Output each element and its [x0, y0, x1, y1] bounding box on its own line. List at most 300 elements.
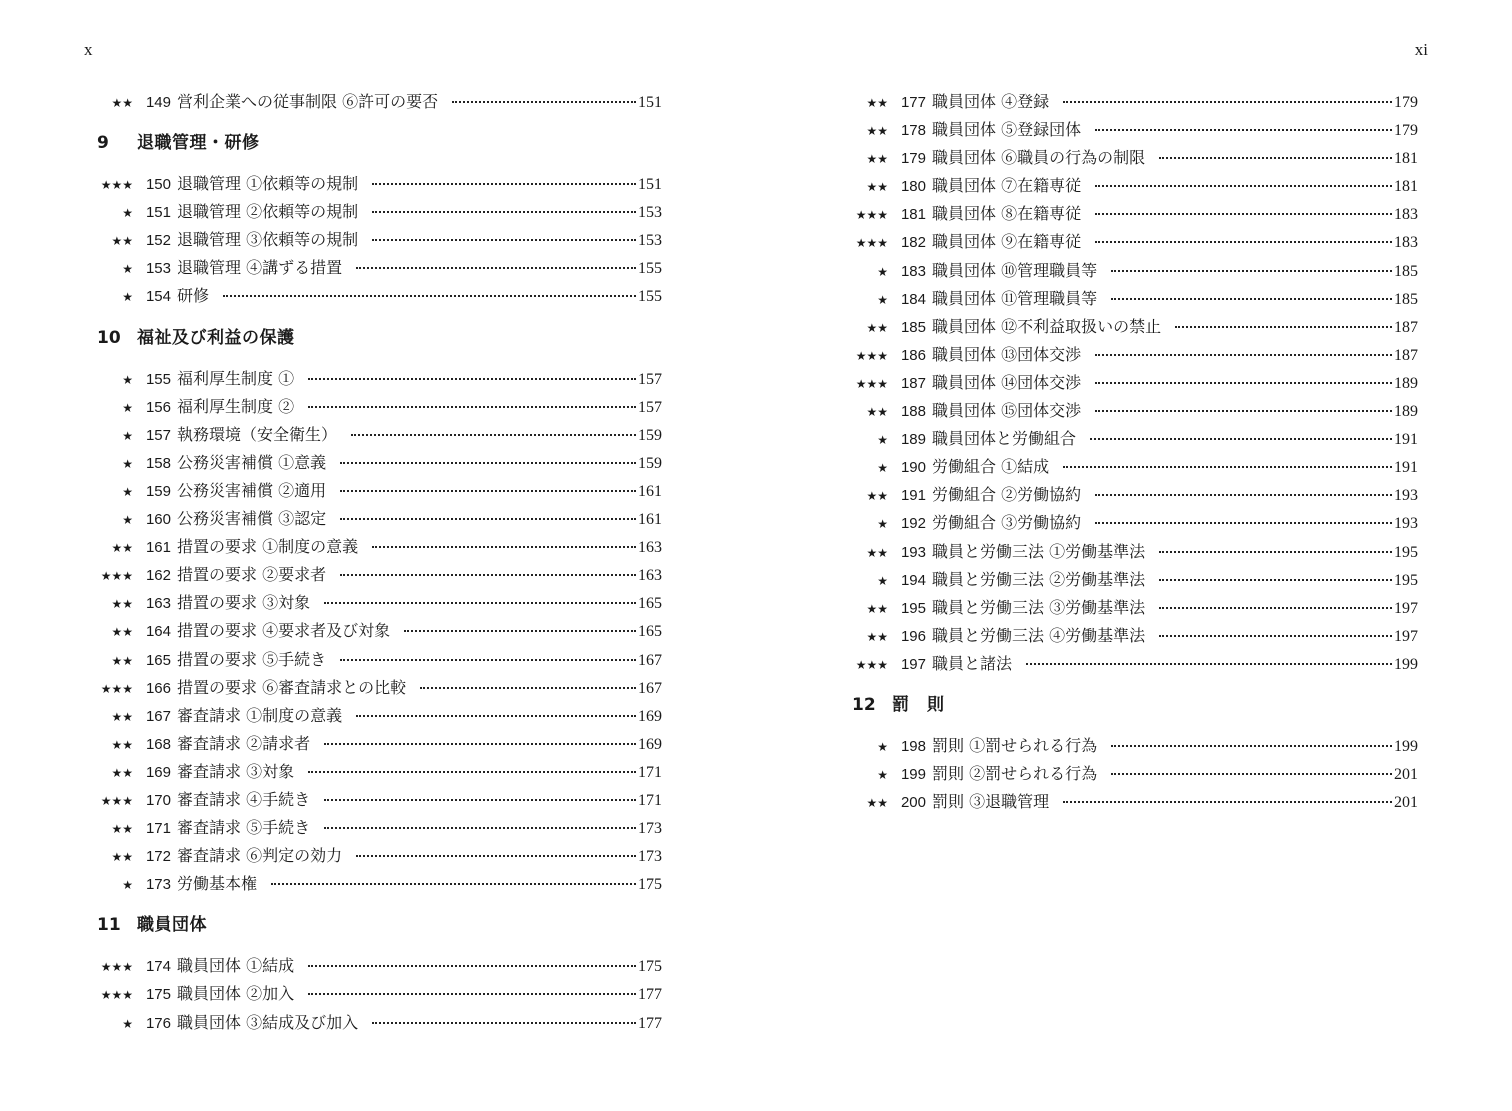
dot-leader [1095, 522, 1392, 524]
toc-entry[interactable] [93, 617, 662, 645]
importance-stars: ★★ [111, 765, 133, 780]
toc-entry[interactable] [848, 453, 1418, 481]
entry-page: 153 [638, 232, 662, 250]
dot-leader [351, 434, 636, 436]
entry-page: 199 [1394, 655, 1418, 673]
importance-stars: ★★ [866, 320, 888, 335]
entry-title: 職員団体 ⑬団体交渉 [932, 344, 1082, 364]
dot-leader [223, 295, 636, 297]
table-of-contents [848, 88, 1418, 816]
entry-number: 151 [145, 204, 171, 222]
dot-leader [1111, 745, 1392, 747]
entry-title: 措置の要求 ④要求者及び対象 [177, 621, 391, 641]
dot-leader [324, 827, 636, 829]
dot-leader [1095, 129, 1392, 131]
entry-page: 197 [1394, 599, 1418, 617]
dot-leader [308, 771, 636, 773]
entry-page: 155 [638, 260, 662, 278]
entry-title: 職員団体 ⑥職員の行為の制限 [932, 148, 1146, 168]
dot-leader [271, 883, 636, 885]
importance-stars: ★★★ [100, 178, 133, 193]
toc-entry[interactable] [93, 88, 662, 116]
entry-number: 174 [145, 958, 171, 976]
entry-number: 165 [145, 651, 171, 669]
entry-page: 185 [1394, 290, 1418, 308]
toc-entry[interactable] [848, 369, 1418, 397]
importance-stars: ★ [877, 573, 888, 588]
entry-page: 171 [638, 791, 662, 809]
importance-stars: ★ [122, 1016, 133, 1031]
entry-title: 措置の要求 ①制度の意義 [177, 537, 359, 557]
importance-stars: ★★ [866, 796, 888, 811]
importance-stars: ★ [122, 372, 133, 387]
entry-number: 161 [145, 539, 171, 557]
entry-page: 183 [1394, 206, 1418, 224]
entry-number: 173 [145, 876, 171, 894]
dot-leader [1090, 438, 1392, 440]
entry-number: 153 [145, 260, 171, 278]
importance-stars: ★★ [111, 822, 133, 837]
importance-stars: ★★★ [100, 569, 133, 584]
entry-title: 審査請求 ⑥判定の効力 [177, 846, 343, 866]
entry-page: 173 [638, 820, 662, 838]
dot-leader [1095, 213, 1392, 215]
page-number: xi [1414, 40, 1428, 59]
entry-page: 191 [1394, 459, 1418, 477]
entry-page: 183 [1394, 234, 1418, 252]
entry-title: 職員と労働三法 ③労働基準法 [932, 597, 1146, 617]
entry-title: 審査請求 ③対象 [177, 761, 295, 781]
importance-stars: ★★ [111, 737, 133, 752]
entry-number: 188 [900, 403, 926, 421]
entry-page: 199 [1394, 737, 1418, 755]
entry-page: 197 [1394, 627, 1418, 645]
dot-leader [308, 993, 636, 995]
dot-leader [1095, 354, 1392, 356]
importance-stars: ★ [122, 484, 133, 499]
section-title: 罰 則 [892, 694, 945, 715]
entry-page: 173 [638, 848, 662, 866]
entry-page: 169 [638, 707, 662, 725]
entry-number: 189 [900, 431, 926, 449]
entry-title: 職員と労働三法 ①労働基準法 [932, 541, 1146, 561]
toc-entry[interactable] [93, 952, 662, 980]
dot-leader [420, 687, 636, 689]
dot-leader [1026, 663, 1392, 665]
importance-stars: ★★ [866, 601, 888, 616]
toc-entry[interactable] [848, 144, 1418, 172]
importance-stars: ★★ [111, 709, 133, 724]
importance-stars: ★ [122, 206, 133, 221]
entry-title: 審査請求 ⑤手続き [177, 818, 311, 838]
toc-section [93, 128, 662, 310]
entry-number: 160 [145, 511, 171, 529]
entry-title: 罰則 ②罰せられる行為 [932, 764, 1098, 784]
entry-page: 179 [1394, 122, 1418, 140]
entry-title: 労働組合 ③労働協約 [932, 513, 1082, 533]
importance-stars: ★★★ [100, 681, 133, 696]
entry-number: 176 [145, 1014, 171, 1032]
entry-page: 165 [638, 595, 662, 613]
toc-entry[interactable] [93, 226, 662, 254]
toc-entry[interactable] [93, 393, 662, 421]
entry-number: 154 [145, 288, 171, 306]
toc-entry[interactable] [93, 730, 662, 758]
dot-leader [356, 267, 636, 269]
entry-page: 165 [638, 623, 662, 641]
importance-stars: ★ [122, 400, 133, 415]
toc-entry[interactable] [93, 198, 662, 226]
entry-number: 181 [900, 206, 926, 224]
section-title: 職員団体 [137, 915, 207, 936]
importance-stars: ★★ [866, 180, 888, 195]
section-title: 福祉及び利益の保護 [137, 327, 295, 348]
entry-page: 175 [638, 958, 662, 976]
importance-stars: ★★ [866, 96, 888, 110]
entry-page: 193 [1394, 515, 1418, 533]
entry-title: 審査請求 ①制度の意義 [177, 705, 343, 725]
entry-page: 187 [1394, 346, 1418, 364]
toc-entry[interactable] [848, 760, 1418, 788]
entry-number: 175 [145, 986, 171, 1004]
page-number: x [84, 40, 93, 59]
entry-number: 171 [145, 820, 171, 838]
toc-entry[interactable] [848, 228, 1418, 256]
toc-entry[interactable] [93, 814, 662, 842]
importance-stars: ★★ [111, 850, 133, 865]
dot-leader [1159, 607, 1392, 609]
importance-stars: ★ [877, 433, 888, 448]
entry-page: 201 [1394, 766, 1418, 784]
importance-stars: ★ [877, 264, 888, 279]
dot-leader [452, 101, 636, 103]
section-number: 9 [97, 133, 109, 154]
entry-title: 公務災害補償 ①意義 [177, 452, 327, 472]
toc-entry[interactable] [848, 397, 1418, 425]
entry-number: 150 [145, 176, 171, 194]
importance-stars: ★★ [111, 541, 133, 556]
toc-entry[interactable] [93, 786, 662, 814]
entry-page: 151 [638, 94, 662, 111]
toc-entry[interactable] [93, 980, 662, 1008]
right-page [756, 0, 1512, 1111]
entry-title: 職員団体 ⑮団体交渉 [932, 401, 1082, 421]
entry-title: 措置の要求 ③対象 [177, 593, 311, 613]
entry-number: 156 [145, 398, 171, 416]
entry-number: 158 [145, 454, 171, 472]
toc-entry[interactable] [848, 257, 1418, 285]
importance-stars: ★ [877, 739, 888, 754]
dot-leader [1063, 466, 1392, 468]
entry-title: 審査請求 ④手続き [177, 789, 311, 809]
dot-leader [340, 518, 636, 520]
entry-page: 181 [1394, 178, 1418, 196]
entry-title: 労働基本権 [177, 874, 258, 894]
toc-entry[interactable] [93, 842, 662, 870]
toc-entry[interactable] [848, 622, 1418, 650]
toc-section [848, 88, 1418, 678]
importance-stars: ★★ [111, 234, 133, 249]
entry-page: 195 [1394, 571, 1418, 589]
entry-page: 167 [638, 679, 662, 697]
entry-title: 公務災害補償 ③認定 [177, 509, 327, 529]
entry-number: 197 [900, 655, 926, 673]
importance-stars: ★ [122, 456, 133, 471]
toc-section [93, 88, 662, 116]
entry-page: 185 [1394, 262, 1418, 280]
entry-page: 187 [1394, 318, 1418, 336]
toc-entry[interactable] [848, 341, 1418, 369]
toc-entry[interactable] [93, 1009, 662, 1037]
entry-number: 168 [145, 735, 171, 753]
toc-entry[interactable] [848, 732, 1418, 760]
dot-leader [1111, 270, 1392, 272]
entry-number: 149 [145, 94, 171, 111]
toc-entry[interactable] [93, 477, 662, 505]
dot-leader [404, 630, 636, 632]
entry-title: 職員団体 ⑦在籍専従 [932, 176, 1082, 196]
entry-number: 159 [145, 482, 171, 500]
toc-entry[interactable] [93, 282, 662, 310]
entry-title: 職員団体 ①結成 [177, 956, 295, 976]
dot-leader [340, 659, 636, 661]
dot-leader [308, 965, 636, 967]
table-of-contents [93, 88, 662, 1037]
dot-leader [356, 855, 636, 857]
importance-stars: ★ [122, 262, 133, 277]
importance-stars: ★★ [866, 124, 888, 139]
dot-leader [1095, 185, 1392, 187]
entry-number: 157 [145, 426, 171, 444]
entry-number: 179 [900, 150, 926, 168]
toc-entry[interactable] [93, 870, 662, 898]
importance-stars: ★★★ [100, 793, 133, 808]
entry-number: 198 [900, 737, 926, 755]
entry-title: 職員団体 ⑪管理職員等 [932, 288, 1098, 308]
entry-title: 職員団体 ⑭団体交渉 [932, 372, 1082, 392]
importance-stars: ★ [877, 517, 888, 532]
toc-entry[interactable] [848, 650, 1418, 678]
entry-page: 169 [638, 735, 662, 753]
importance-stars: ★★ [111, 96, 133, 110]
toc-entry[interactable] [93, 449, 662, 477]
entry-page: 153 [638, 204, 662, 222]
entry-title: 職員団体 ③結成及び加入 [177, 1012, 359, 1032]
entry-title: 職員と労働三法 ②労働基準法 [932, 569, 1146, 589]
entry-title: 職員団体 ②加入 [177, 984, 295, 1004]
dot-leader [1159, 635, 1392, 637]
entry-number: 178 [900, 122, 926, 140]
importance-stars: ★★ [111, 597, 133, 612]
entry-title: 労働組合 ①結成 [932, 457, 1050, 477]
toc-section [848, 690, 1418, 816]
dot-leader [356, 715, 636, 717]
entry-number: 187 [900, 374, 926, 392]
toc-entry[interactable] [93, 505, 662, 533]
entry-number: 177 [900, 94, 926, 111]
importance-stars: ★ [877, 292, 888, 307]
toc-entry[interactable] [93, 365, 662, 393]
entry-number: 166 [145, 679, 171, 697]
dot-leader [308, 378, 636, 380]
entry-title: 措置の要求 ②要求者 [177, 565, 327, 585]
entry-number: 172 [145, 848, 171, 866]
entry-page: 161 [638, 482, 662, 500]
entry-title: 職員団体 ⑫不利益取扱いの禁止 [932, 316, 1162, 336]
entry-page: 177 [638, 1014, 662, 1032]
section-heading [93, 910, 662, 940]
dot-leader [372, 239, 636, 241]
entry-page: 181 [1394, 150, 1418, 168]
toc-entry[interactable] [93, 758, 662, 786]
entry-number: 162 [145, 567, 171, 585]
entry-title: 退職管理 ①依頼等の規制 [177, 174, 359, 194]
toc-section [93, 910, 662, 1036]
importance-stars: ★★★ [855, 236, 888, 251]
entry-title: 福利厚生制度 ② [177, 396, 295, 416]
dot-leader [340, 574, 636, 576]
entry-page: 171 [638, 763, 662, 781]
entry-title: 措置の要求 ⑤手続き [177, 649, 327, 669]
toc-entry[interactable] [848, 172, 1418, 200]
entry-title: 職員団体と労働組合 [932, 429, 1077, 449]
importance-stars: ★★ [866, 405, 888, 420]
entry-page: 201 [1394, 794, 1418, 812]
entry-number: 182 [900, 234, 926, 252]
dot-leader [1159, 157, 1392, 159]
toc-entry[interactable] [848, 566, 1418, 594]
entry-number: 183 [900, 262, 926, 280]
toc-entry[interactable] [848, 788, 1418, 816]
toc-entry[interactable] [848, 425, 1418, 453]
entry-title: 営利企業への従事制限 ⑥許可の要否 [177, 92, 439, 111]
dot-leader [324, 799, 636, 801]
toc-entry[interactable] [93, 561, 662, 589]
entry-number: 184 [900, 290, 926, 308]
importance-stars: ★★ [111, 625, 133, 640]
dot-leader [1175, 326, 1392, 328]
importance-stars: ★★★ [100, 988, 133, 1003]
entry-title: 研修 [177, 286, 210, 306]
entry-number: 190 [900, 459, 926, 477]
toc-entry[interactable] [93, 674, 662, 702]
entry-title: 措置の要求 ⑥審査請求との比較 [177, 677, 407, 697]
toc-entry[interactable] [848, 313, 1418, 341]
entry-title: 退職管理 ②依頼等の規制 [177, 202, 359, 222]
toc-entry[interactable] [848, 594, 1418, 622]
entry-title: 職員団体 ④登録 [932, 92, 1050, 111]
entry-page: 151 [638, 176, 662, 194]
section-title: 退職管理・研修 [137, 133, 260, 154]
importance-stars: ★ [122, 878, 133, 893]
entry-title: 職員団体 ⑨在籍専従 [932, 232, 1082, 252]
toc-entry[interactable] [93, 170, 662, 198]
entry-title: 退職管理 ③依頼等の規制 [177, 230, 359, 250]
entry-title: 職員団体 ⑤登録団体 [932, 120, 1082, 140]
importance-stars: ★★ [866, 545, 888, 560]
toc-entry[interactable] [848, 481, 1418, 509]
toc-entry[interactable] [93, 254, 662, 282]
importance-stars: ★★★ [855, 208, 888, 223]
entry-number: 193 [900, 543, 926, 561]
entry-number: 195 [900, 599, 926, 617]
entry-page: 191 [1394, 431, 1418, 449]
section-number: 10 [97, 327, 121, 348]
entry-number: 180 [900, 178, 926, 196]
importance-stars: ★★ [866, 489, 888, 504]
dot-leader [340, 462, 636, 464]
entry-number: 192 [900, 515, 926, 533]
entry-page: 189 [1394, 374, 1418, 392]
toc-entry[interactable] [93, 421, 662, 449]
toc-entry[interactable] [93, 702, 662, 730]
dot-leader [1095, 410, 1392, 412]
toc-entry[interactable] [848, 509, 1418, 537]
entry-title: 退職管理 ④講ずる措置 [177, 258, 343, 278]
entry-title: 労働組合 ②労働協約 [932, 485, 1082, 505]
section-number: 12 [852, 694, 876, 715]
toc-entry[interactable] [93, 533, 662, 561]
entry-number: 191 [900, 487, 926, 505]
dot-leader [324, 602, 636, 604]
toc-entry[interactable] [848, 116, 1418, 144]
entry-title: 罰則 ③退職管理 [932, 792, 1050, 812]
importance-stars: ★ [122, 428, 133, 443]
importance-stars: ★ [122, 513, 133, 528]
toc-entry[interactable] [848, 200, 1418, 228]
entry-page: 157 [638, 398, 662, 416]
importance-stars: ★★★ [855, 376, 888, 391]
importance-stars: ★★ [866, 629, 888, 644]
entry-page: 161 [638, 511, 662, 529]
toc-entry[interactable] [93, 589, 662, 617]
entry-number: 196 [900, 627, 926, 645]
entry-number: 167 [145, 707, 171, 725]
entry-title: 公務災害補償 ②適用 [177, 480, 327, 500]
entry-title: 福利厚生制度 ① [177, 368, 295, 388]
dot-leader [1111, 773, 1392, 775]
entry-number: 169 [145, 763, 171, 781]
entry-number: 200 [900, 794, 926, 812]
entry-number: 164 [145, 623, 171, 641]
entry-title: 執務環境（安全衛生） [177, 424, 338, 444]
importance-stars: ★ [877, 461, 888, 476]
toc-entry[interactable] [848, 88, 1418, 116]
entry-number: 170 [145, 791, 171, 809]
toc-entry[interactable] [848, 285, 1418, 313]
entry-page: 157 [638, 370, 662, 388]
dot-leader [372, 211, 636, 213]
section-heading [93, 323, 662, 353]
dot-leader [372, 546, 636, 548]
entry-number: 185 [900, 318, 926, 336]
importance-stars: ★★★ [855, 657, 888, 672]
importance-stars: ★ [122, 290, 133, 305]
dot-leader [324, 743, 636, 745]
entry-title: 罰則 ①罰せられる行為 [932, 735, 1098, 755]
entry-number: 152 [145, 232, 171, 250]
entry-number: 186 [900, 346, 926, 364]
importance-stars: ★★★ [855, 348, 888, 363]
dot-leader [340, 490, 636, 492]
entry-title: 審査請求 ②請求者 [177, 733, 311, 753]
toc-entry[interactable] [848, 538, 1418, 566]
importance-stars: ★★★ [100, 960, 133, 975]
entry-title: 職員団体 ⑩管理職員等 [932, 260, 1098, 280]
entry-title: 職員と諸法 [932, 653, 1013, 673]
toc-entry[interactable] [93, 646, 662, 674]
section-heading [848, 690, 1418, 720]
